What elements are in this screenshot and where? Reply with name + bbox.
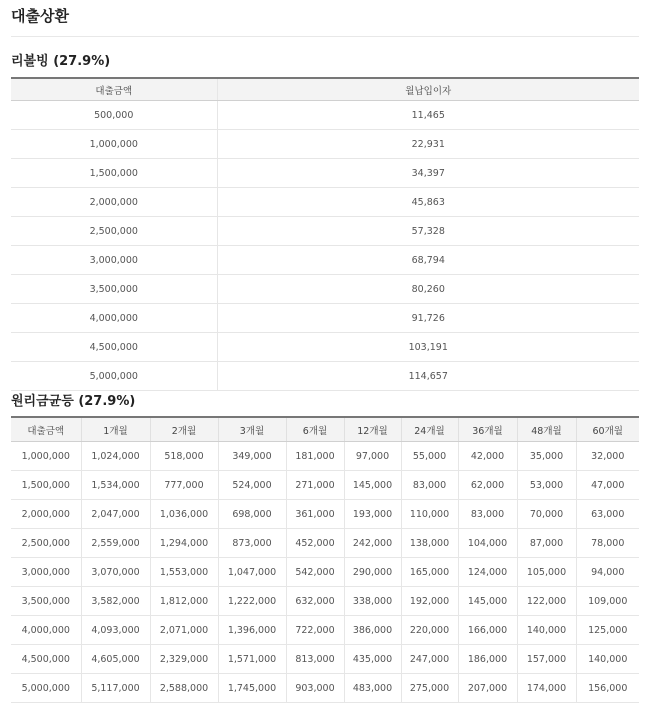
installment-row-cell: 2,559,000	[81, 529, 150, 558]
installment-row-cell: 2,071,000	[150, 616, 218, 645]
installment-row-cell: 1,500,000	[11, 471, 81, 500]
revolving-row	[11, 246, 639, 275]
installment-row-cell: 698,000	[218, 500, 286, 529]
revolving-row-cell: 4,500,000	[11, 333, 217, 362]
installment-row-cell: 1,036,000	[150, 500, 218, 529]
revolving-row-cell: 68,794	[217, 246, 639, 275]
revolving-header-cell: 월납입이자	[217, 78, 639, 101]
installment-row-cell: 3,070,000	[81, 558, 150, 587]
installment-row-cell: 5,000,000	[11, 674, 81, 703]
installment-row-cell: 55,000	[401, 442, 458, 471]
installment-row-cell: 53,000	[517, 471, 576, 500]
revolving-row-cell: 45,863	[217, 188, 639, 217]
installment-row-cell: 140,000	[576, 645, 639, 674]
installment-row-cell: 2,329,000	[150, 645, 218, 674]
installment-header-cell: 대출금액	[11, 417, 81, 442]
installment-row-cell: 5,117,000	[81, 674, 150, 703]
revolving-row	[11, 130, 639, 159]
revolving-row-cell: 57,328	[217, 217, 639, 246]
title-divider	[11, 36, 639, 37]
installment-row-cell: 47,000	[576, 471, 639, 500]
installment-row-cell: 122,000	[517, 587, 576, 616]
revolving-row-cell: 103,191	[217, 333, 639, 362]
installment-row-cell: 35,000	[517, 442, 576, 471]
revolving-row-cell: 11,465	[217, 101, 639, 130]
installment-row-cell: 349,000	[218, 442, 286, 471]
installment-row-cell: 524,000	[218, 471, 286, 500]
installment-row	[11, 500, 639, 529]
installment-row-cell: 271,000	[286, 471, 344, 500]
installment-row	[11, 558, 639, 587]
installment-row	[11, 529, 639, 558]
revolving-row-cell: 5,000,000	[11, 362, 217, 391]
revolving-row	[11, 304, 639, 333]
installment-row	[11, 471, 639, 500]
installment-row-cell: 4,093,000	[81, 616, 150, 645]
installment-row-cell: 157,000	[517, 645, 576, 674]
installment-row-cell: 193,000	[344, 500, 401, 529]
installment-row-cell: 2,500,000	[11, 529, 81, 558]
installment-section-title: 원리금균등 (27.9%)	[11, 394, 136, 409]
installment-row-cell: 2,588,000	[150, 674, 218, 703]
installment-header-cell: 6개월	[286, 417, 344, 442]
installment-row	[11, 674, 639, 703]
page-title: 대출상환	[11, 7, 69, 25]
installment-row-cell: 1,571,000	[218, 645, 286, 674]
revolving-row-cell: 80,260	[217, 275, 639, 304]
installment-row-cell: 104,000	[458, 529, 517, 558]
installment-row-cell: 290,000	[344, 558, 401, 587]
revolving-row-cell: 34,397	[217, 159, 639, 188]
revolving-row	[11, 362, 639, 391]
installment-row-cell: 247,000	[401, 645, 458, 674]
installment-row-cell: 435,000	[344, 645, 401, 674]
installment-row-cell: 452,000	[286, 529, 344, 558]
installment-row-cell: 386,000	[344, 616, 401, 645]
installment-header-cell: 48개월	[517, 417, 576, 442]
installment-header-cell: 24개월	[401, 417, 458, 442]
revolving-row-cell: 1,000,000	[11, 130, 217, 159]
installment-row	[11, 645, 639, 674]
revolving-row	[11, 159, 639, 188]
installment-row-cell: 220,000	[401, 616, 458, 645]
installment-row-cell: 174,000	[517, 674, 576, 703]
revolving-header-row	[11, 78, 639, 101]
revolving-row-cell: 22,931	[217, 130, 639, 159]
revolving-row-cell: 500,000	[11, 101, 217, 130]
installment-row-cell: 138,000	[401, 529, 458, 558]
installment-row-cell: 87,000	[517, 529, 576, 558]
revolving-row-cell: 1,500,000	[11, 159, 217, 188]
revolving-row-cell: 4,000,000	[11, 304, 217, 333]
installment-row-cell: 777,000	[150, 471, 218, 500]
installment-row-cell: 140,000	[517, 616, 576, 645]
installment-header-row	[11, 417, 639, 442]
installment-row-cell: 1,222,000	[218, 587, 286, 616]
installment-row-cell: 109,000	[576, 587, 639, 616]
installment-row-cell: 2,000,000	[11, 500, 81, 529]
installment-row-cell: 1,000,000	[11, 442, 81, 471]
revolving-row-cell: 2,500,000	[11, 217, 217, 246]
installment-row-cell: 1,812,000	[150, 587, 218, 616]
installment-row-cell: 873,000	[218, 529, 286, 558]
installment-header-cell: 36개월	[458, 417, 517, 442]
revolving-section-title: 리볼빙 (27.9%)	[11, 54, 111, 69]
installment-row-cell: 32,000	[576, 442, 639, 471]
installment-row-cell: 903,000	[286, 674, 344, 703]
revolving-row-cell: 114,657	[217, 362, 639, 391]
installment-row-cell: 124,000	[458, 558, 517, 587]
installment-row-cell: 483,000	[344, 674, 401, 703]
revolving-row-cell: 91,726	[217, 304, 639, 333]
installment-row-cell: 63,000	[576, 500, 639, 529]
installment-row-cell: 42,000	[458, 442, 517, 471]
installment-row-cell: 722,000	[286, 616, 344, 645]
installment-row-cell: 4,605,000	[81, 645, 150, 674]
installment-row-cell: 78,000	[576, 529, 639, 558]
installment-row-cell: 186,000	[458, 645, 517, 674]
revolving-row	[11, 333, 639, 362]
installment-row	[11, 616, 639, 645]
installment-row-cell: 2,047,000	[81, 500, 150, 529]
revolving-row	[11, 217, 639, 246]
installment-row	[11, 442, 639, 471]
revolving-table	[11, 77, 639, 391]
installment-row-cell: 1,396,000	[218, 616, 286, 645]
installment-row-cell: 3,000,000	[11, 558, 81, 587]
installment-row-cell: 125,000	[576, 616, 639, 645]
installment-row-cell: 181,000	[286, 442, 344, 471]
installment-row-cell: 165,000	[401, 558, 458, 587]
installment-header-cell: 12개월	[344, 417, 401, 442]
installment-row-cell: 62,000	[458, 471, 517, 500]
installment-row-cell: 3,582,000	[81, 587, 150, 616]
revolving-header-cell: 대출금액	[11, 78, 217, 101]
installment-row-cell: 1,745,000	[218, 674, 286, 703]
revolving-row	[11, 275, 639, 304]
installment-header-cell: 60개월	[576, 417, 639, 442]
installment-row-cell: 338,000	[344, 587, 401, 616]
installment-row-cell: 83,000	[401, 471, 458, 500]
installment-row	[11, 587, 639, 616]
installment-row-cell: 145,000	[344, 471, 401, 500]
installment-row-cell: 242,000	[344, 529, 401, 558]
installment-row-cell: 94,000	[576, 558, 639, 587]
revolving-row-cell: 3,500,000	[11, 275, 217, 304]
installment-header-cell: 2개월	[150, 417, 218, 442]
installment-table-body	[11, 442, 639, 703]
revolving-row-cell: 3,000,000	[11, 246, 217, 275]
installment-row-cell: 4,500,000	[11, 645, 81, 674]
installment-row-cell: 1,553,000	[150, 558, 218, 587]
installment-row-cell: 110,000	[401, 500, 458, 529]
revolving-row-cell: 2,000,000	[11, 188, 217, 217]
installment-row-cell: 275,000	[401, 674, 458, 703]
installment-row-cell: 156,000	[576, 674, 639, 703]
installment-row-cell: 3,500,000	[11, 587, 81, 616]
installment-table	[11, 416, 639, 703]
installment-row-cell: 813,000	[286, 645, 344, 674]
installment-row-cell: 83,000	[458, 500, 517, 529]
revolving-row	[11, 101, 639, 130]
installment-row-cell: 361,000	[286, 500, 344, 529]
installment-row-cell: 166,000	[458, 616, 517, 645]
installment-row-cell: 105,000	[517, 558, 576, 587]
installment-row-cell: 192,000	[401, 587, 458, 616]
installment-row-cell: 145,000	[458, 587, 517, 616]
installment-row-cell: 518,000	[150, 442, 218, 471]
revolving-row	[11, 188, 639, 217]
installment-row-cell: 542,000	[286, 558, 344, 587]
installment-row-cell: 97,000	[344, 442, 401, 471]
installment-row-cell: 1,024,000	[81, 442, 150, 471]
installment-row-cell: 207,000	[458, 674, 517, 703]
installment-row-cell: 632,000	[286, 587, 344, 616]
installment-row-cell: 70,000	[517, 500, 576, 529]
installment-header-cell: 1개월	[81, 417, 150, 442]
installment-row-cell: 4,000,000	[11, 616, 81, 645]
revolving-table-body	[11, 101, 639, 391]
installment-header-cell: 3개월	[218, 417, 286, 442]
installment-row-cell: 1,047,000	[218, 558, 286, 587]
installment-row-cell: 1,294,000	[150, 529, 218, 558]
installment-row-cell: 1,534,000	[81, 471, 150, 500]
